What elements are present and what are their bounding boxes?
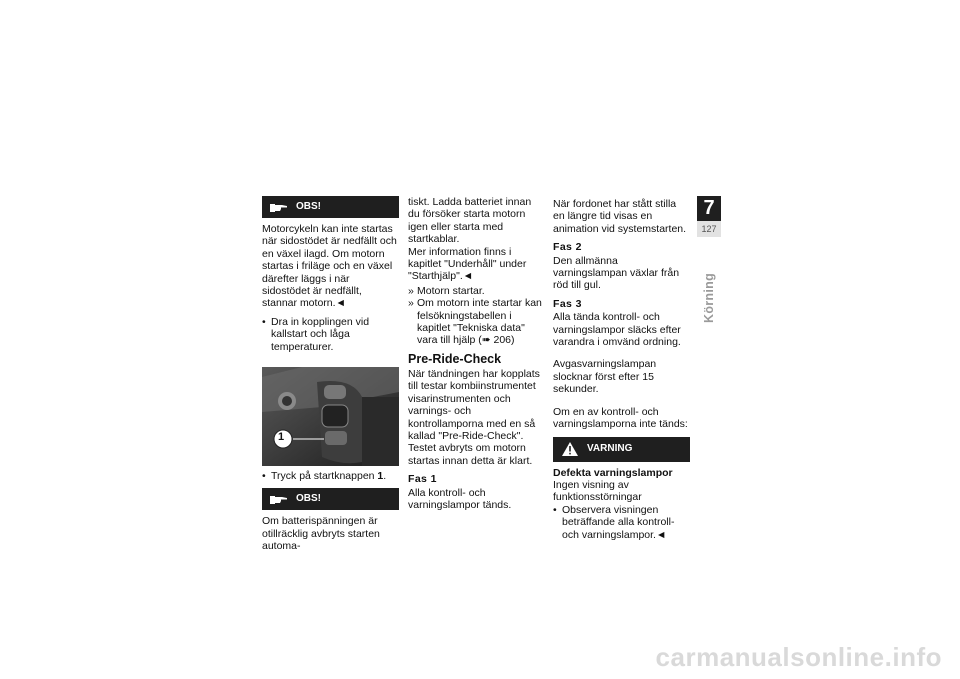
result-item: » Motorn startar. — [408, 285, 545, 297]
column-1 — [262, 196, 399, 559]
result-item: » Om motorn inte startar kan felsökningstabellen i kapitlet "Tekniska data" vara till hjälp (➠ 206) — [408, 297, 545, 347]
reference-number: 1 — [377, 470, 384, 483]
phase-heading: Fas 2 — [553, 241, 582, 254]
bullet-list — [553, 504, 690, 541]
paragraph: Alla kontroll- och varningslampor tänds. — [408, 486, 512, 511]
paragraph: När tändningen har kopplats till testar kombiinstrumentet visarinstrumenten och varnings- och kontrollamporna med en så kallad "Pre-Ride-Check". Testet avbryts om motorn startas innan detta är klart. — [408, 367, 540, 467]
notice-label: OBS! — [296, 200, 321, 212]
notice-box — [262, 196, 399, 218]
section-heading: Pre-Ride-Check — [408, 351, 502, 366]
pointing-hand-icon — [262, 488, 296, 510]
phase-heading: Fas 3 — [553, 297, 582, 310]
paragraph: Om en av kontroll- och varningslamporna inte tänds: — [553, 405, 688, 431]
figure-callout-label: 1 — [278, 431, 285, 444]
warning-label: VARNING — [587, 442, 633, 454]
handlebar-switch-photo — [262, 367, 399, 466]
bullet-item: • Dra in kopplingen vid kallstart och låga temperaturer. — [262, 316, 399, 353]
paragraph: Avgasvarningslampan slocknar först efter 15 sekunder. — [553, 358, 657, 396]
bullet-item: • Tryck på startknappen 1. — [262, 470, 399, 482]
paragraph: När fordonet har stått stilla en längre tid visas en animation vid systemstarten. — [553, 198, 687, 235]
paragraph: tiskt. Ladda batteriet innan du försöker starta motorn igen eller starta med startkablar. — [408, 196, 532, 246]
result-list — [408, 285, 545, 347]
notice-box — [262, 488, 399, 510]
bullet-list — [262, 470, 399, 482]
paragraph: Mer information finns i kapitlet "Underhåll" under "Starthjälp".◄ — [408, 245, 527, 283]
column-3 — [553, 198, 690, 547]
paragraph: Motorcykeln kan inte startas när sidostödet är nedfällt och en växel ilagd. Om motorn startas i friläge och en växel därefter läggs i när sidostödet är nedfällt, stannar motorn.◄ — [262, 223, 397, 310]
section-tab — [697, 268, 721, 328]
warning-box — [553, 437, 690, 462]
paragraph: Den allmänna varningslampan växlar från röd till gul. — [553, 254, 680, 292]
notice-label: OBS! — [296, 493, 321, 505]
warning-title: Defekta varningslampor — [553, 466, 673, 479]
column-2 — [408, 196, 545, 517]
section-name: Körning — [702, 272, 717, 324]
chapter-number: 7 — [697, 196, 721, 221]
paragraph: Alla tända kontroll- och varningslampor släcks efter varandra i omvänd ordning. — [553, 311, 681, 349]
phase-heading: Fas 1 — [408, 473, 437, 486]
bullet-item: • Observera visningen beträffande alla kontroll- och varningslampor.◄ — [553, 504, 690, 541]
paragraph: Ingen visning av funktionsstörningar — [553, 478, 642, 504]
chapter-tab — [697, 196, 721, 324]
paragraph: Om batterispänningen är otillräcklig avbryts starten automa- — [262, 515, 380, 553]
page-number: 127 — [697, 221, 721, 237]
pointing-hand-icon — [262, 196, 296, 218]
watermark: carmanualsonline.info — [655, 642, 942, 672]
warning-triangle-icon — [553, 438, 587, 460]
bullet-list — [262, 316, 399, 353]
